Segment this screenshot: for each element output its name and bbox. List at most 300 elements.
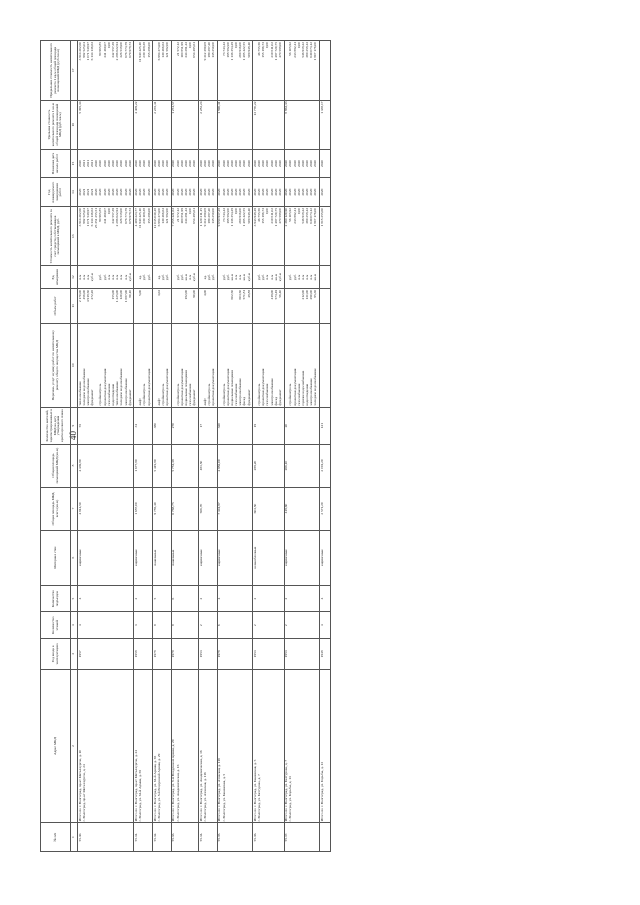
- work-year: 2020: [133, 188, 138, 196]
- work-year: 2020: [119, 188, 124, 196]
- work-limit: 269 916,00: [238, 42, 243, 58]
- record-number: 55.30.: [78, 823, 134, 852]
- work-limit: 138 250,00: [211, 42, 216, 58]
- work-name: подвальные помещения: [229, 370, 234, 406]
- field-residents: 31: [134, 407, 153, 444]
- field-year: 1979: [171, 639, 198, 670]
- unit-cost: 1 338,17: [320, 100, 330, 149]
- work-limit: 342 557,39: [111, 42, 115, 58]
- address-cell: [199, 669, 218, 823]
- work-unit: п.м: [123, 274, 128, 280]
- work-year: 2020: [319, 188, 324, 196]
- work-year: 2020: [152, 188, 157, 196]
- work-cost: 4 409 223,77: [133, 208, 138, 227]
- work-name: холодное водоснабжение: [313, 368, 318, 406]
- work-cost: 269 916,00: [238, 208, 243, 224]
- work-limit: 326 518,00: [119, 42, 124, 58]
- record-number: 55.36.: [253, 823, 284, 852]
- work-cost: 80 965,85: [98, 208, 103, 222]
- work-volume: 90,00: [192, 289, 197, 298]
- work-start-cell: [284, 149, 320, 178]
- work-name: проектная документация: [165, 368, 170, 406]
- work-unit: п.м: [269, 274, 274, 280]
- work-start: 2020: [292, 160, 297, 168]
- work-year: 2020: [313, 188, 318, 196]
- page-number: 40: [68, 431, 78, 440]
- work-name: холодное водоснабжение: [119, 368, 124, 406]
- work-name: газоснабжение: [188, 383, 193, 406]
- field-floors: 9: [171, 612, 198, 639]
- work-cost: 46 755,56: [257, 208, 261, 222]
- record-number: 55.33.: [171, 823, 198, 852]
- work-cost: 199 287,20: [206, 208, 211, 224]
- work-unit: п.м: [85, 274, 90, 280]
- work-limit-cell: [171, 41, 198, 101]
- work-year: 2020: [300, 188, 305, 196]
- work-year: 2020: [77, 188, 82, 196]
- work-name: стройконтроль: [175, 383, 180, 406]
- rotated-page: [40, 40, 640, 852]
- work-limit: 369 258,43: [305, 42, 310, 58]
- work-year-cell: [134, 178, 153, 207]
- table-row: [78, 41, 134, 852]
- work-unit: кв.м: [184, 273, 188, 281]
- work-cost: 341 460,07: [102, 208, 107, 224]
- work-name: газоснабжение: [106, 383, 111, 406]
- work-limit: 73 743,43: [221, 42, 226, 56]
- column-index: 15: [71, 149, 78, 178]
- field-year: 1978: [153, 639, 172, 670]
- total-label: Итого по г. Волгоград, ул. Бахтурова, д. 7: [284, 759, 289, 822]
- work-limit: 155 196,73: [261, 42, 266, 58]
- work-name: проектная документация: [102, 368, 107, 406]
- work-year-cell: [253, 178, 284, 207]
- work-cost: 6 984 373,00: [156, 208, 161, 227]
- field-walls: кирпичные: [78, 530, 134, 585]
- address-cell: [78, 669, 134, 823]
- field-walls: шлакоблочные: [253, 530, 284, 585]
- table-body: [71, 41, 331, 852]
- field-entrances: 4: [217, 585, 253, 612]
- work-unit: п.м: [234, 274, 239, 280]
- work-name: горячее водоснабжение: [300, 370, 305, 406]
- work-start: 2020: [217, 160, 222, 168]
- work-year: 2020: [123, 188, 128, 196]
- table-row: [217, 41, 253, 852]
- field-entrances: 4: [320, 585, 330, 612]
- total-label: Итого по г. Волгоград, ул. 64-й Армии, д. 65: [152, 755, 157, 822]
- field-residents: 55: [78, 407, 134, 444]
- work-start-cell: [153, 149, 172, 178]
- table-row: [199, 41, 218, 852]
- work-volume: [148, 290, 152, 322]
- work-year: 2020: [292, 188, 297, 196]
- work-name: электроснабжение: [238, 378, 243, 406]
- work-start-cell: [78, 149, 134, 178]
- work-start: 2020: [309, 160, 314, 168]
- work-volume: 456,00: [81, 289, 86, 300]
- work-name: электроснабжение: [85, 378, 90, 406]
- work-cost: 2 296 622,94: [115, 208, 120, 227]
- work-cost: 3 943 948,49: [252, 208, 257, 227]
- work-year: 2020: [284, 188, 289, 196]
- address-label: г. Волгоград, ул. Бакинская, д. 5: [221, 773, 226, 822]
- work-start: 2020: [142, 160, 147, 168]
- work-start: 2020: [288, 160, 293, 168]
- work-start: 2021: [81, 160, 86, 168]
- work-limit: 0,00: [296, 42, 301, 49]
- work-volume-cell: [284, 288, 320, 323]
- work-year: 2020: [309, 188, 314, 196]
- work-unit: куб.м: [277, 273, 282, 282]
- work-cost: 2 360 120,90: [284, 208, 289, 227]
- total-label: Итого по г. Волгоград, пр-кт Металлургов, д. 10: [77, 750, 82, 822]
- work-cost: 326 518,00: [119, 208, 124, 224]
- work-name: фасад: [242, 396, 247, 406]
- work-cost-cell: [171, 207, 198, 266]
- work-name: водоотведение: [305, 383, 310, 406]
- column-header: Количество подъездов: [41, 585, 71, 612]
- work-cost: 155 196,73: [261, 208, 266, 224]
- work-volume-cell: [171, 288, 198, 323]
- work-year: 2021: [90, 188, 95, 196]
- field-floors: 2: [284, 612, 320, 639]
- work-limit: 0,00: [234, 42, 239, 49]
- field-year: 1957: [78, 639, 134, 670]
- total-label: Итого по г. Волгоград, пр-кт Металлургов, д. 24: [133, 750, 138, 822]
- work-limit: 509 948,40: [246, 42, 251, 58]
- field-walls: панельные: [153, 530, 172, 585]
- field-floors: 4: [320, 612, 330, 639]
- work-name: проектная документация: [292, 368, 297, 406]
- work-cost-cell: [153, 207, 172, 266]
- field-area-total: 419,60: [284, 487, 320, 530]
- field-residents: 320: [217, 407, 253, 444]
- field-area-total: 9 785,40: [153, 487, 172, 530]
- column-index: 11: [71, 288, 78, 323]
- unit-cost: 1 251,57: [171, 100, 198, 149]
- work-volume: 3,02: [156, 289, 161, 297]
- work-start: 2020: [273, 160, 278, 168]
- work-year: 2020: [179, 188, 184, 196]
- work-year: 2020: [142, 188, 147, 196]
- work-start: 2020: [238, 160, 243, 168]
- work-unit: п.м: [106, 274, 111, 280]
- work-unit: кв.м: [273, 273, 278, 281]
- work-unit-cell: [78, 266, 134, 289]
- field-area-total: 1 687,00: [134, 487, 153, 530]
- field-entrances: 2: [199, 585, 218, 612]
- work-year: 2020: [192, 188, 197, 196]
- column-header: Адрес МКД: [41, 669, 71, 823]
- work-cost: 3 914 202,60: [77, 208, 82, 227]
- work-volume: 571,81: [242, 289, 247, 300]
- work-cost: 149 466,63: [161, 208, 166, 224]
- work-volume: 4 918,50: [85, 289, 90, 303]
- work-start-cell: [320, 149, 330, 178]
- work-limit: 21 572,12: [175, 42, 180, 56]
- field-area-rooms: 4 982,00: [217, 444, 253, 487]
- work-limit: 155 296,00: [146, 42, 151, 58]
- work-limit-cell: [217, 41, 253, 101]
- column-header: Год ввода в эксплуатацию: [41, 639, 71, 670]
- work-unit: п.м: [119, 274, 124, 280]
- table-row: [171, 41, 198, 852]
- work-limit: 100 851,99: [179, 42, 184, 58]
- work-volume: 602,50: [229, 289, 234, 300]
- work-cost: 0,00: [234, 208, 239, 215]
- total-label: Итого по г. Волгоград, ул. Академическая, д. 16: [198, 750, 203, 822]
- column-index: 5: [71, 585, 78, 612]
- work-volume-cell: [320, 288, 330, 323]
- address-label: г. Волгоград, пр-кт Металлургов, д. 24: [81, 764, 86, 822]
- address-label: г. Волгоград, ул. 8-й Воздушной Армии, д. 29: [156, 753, 161, 822]
- work-start: 2020: [179, 160, 184, 168]
- field-area-rooms: 289,20: [253, 444, 284, 487]
- work-limit: 233 892,41: [292, 42, 297, 58]
- field-area-total: 603,50: [253, 487, 284, 530]
- field-area-rooms: 4 339,80: [78, 444, 134, 487]
- work-start: 2020: [77, 160, 82, 168]
- work-unit: кв.м: [313, 273, 318, 281]
- work-volume: 419,00: [269, 289, 274, 300]
- work-name: проектная документация: [211, 368, 216, 406]
- work-name: газоснабжение: [265, 383, 270, 406]
- address-label: [325, 671, 329, 822]
- column-index: 12: [71, 266, 78, 289]
- work-limit: 341 460,07: [102, 42, 107, 58]
- work-start: 2020: [319, 160, 324, 168]
- field-area-total: 566,70: [199, 487, 218, 530]
- work-start: 2020: [234, 160, 239, 168]
- work-cost: 1 815 255,60: [319, 208, 324, 227]
- work-volume: 2 170,00: [77, 289, 82, 303]
- work-volume-cell: [78, 288, 134, 323]
- work-year: 2020: [261, 188, 266, 196]
- work-year: 2020: [111, 188, 115, 196]
- work-unit: руб.: [175, 274, 180, 281]
- work-volume: 1 225,00: [115, 289, 120, 303]
- work-cost: 11 940 425,10: [138, 208, 143, 228]
- work-start: 2021: [90, 160, 95, 168]
- work-unit: руб.: [102, 274, 107, 281]
- work-year: 2021: [85, 188, 90, 196]
- work-start-cell: [171, 149, 198, 178]
- work-limit: 46 755,56: [257, 42, 261, 56]
- work-cost: 12 045 030,48: [152, 208, 157, 229]
- work-name: лифт: [138, 398, 143, 406]
- field-year: 1948: [320, 639, 330, 670]
- work-limit: 679 978,73: [127, 42, 132, 58]
- work-limit: 0,00: [265, 42, 270, 49]
- column-index-row: [71, 41, 78, 852]
- total-label: Итого по г. Волгоград, ул. Бакинская, д. 5: [252, 759, 257, 822]
- work-start: 2020: [146, 160, 151, 168]
- work-limit: 344 291,43: [184, 42, 188, 58]
- work-cost: 233 892,41: [292, 208, 297, 224]
- work-start-cell: [217, 149, 253, 178]
- work-year-cell: [320, 178, 330, 207]
- field-entrances: 5: [153, 585, 172, 612]
- work-cost: 9 650 917,28: [217, 208, 222, 227]
- work-unit: ед.: [202, 275, 207, 280]
- work-start: 2020: [305, 160, 310, 168]
- work-name: стройконтроль: [161, 383, 166, 406]
- work-year: 2020: [188, 188, 193, 196]
- column-index: 7: [71, 487, 78, 530]
- work-name: электроснабжение: [269, 378, 274, 406]
- work-start: 2020: [133, 160, 138, 168]
- work-limit: 239 109,38: [142, 42, 147, 58]
- work-volume: 80,10: [127, 289, 132, 298]
- work-name-cell: [253, 323, 284, 407]
- field-entrances: 4: [78, 585, 134, 612]
- address-cell: [253, 669, 284, 823]
- work-volume: 290,00: [309, 289, 314, 300]
- work-unit: руб.: [257, 274, 261, 281]
- work-limit: 1 495 422,55: [242, 42, 247, 61]
- field-residents: 380: [153, 407, 172, 444]
- work-cost-cell: [199, 207, 218, 266]
- work-cost: 1 071 549,97: [85, 208, 90, 227]
- work-cost-cell: [284, 207, 320, 266]
- work-volume: 155,00: [111, 289, 115, 300]
- work-volume: 120,00: [119, 289, 124, 300]
- work-volume: 272,26: [90, 289, 95, 300]
- work-name: лифт: [156, 398, 161, 406]
- work-volume: 131,00: [305, 289, 310, 300]
- work-limit: 210 611,02: [269, 42, 274, 58]
- work-start: 2020: [211, 160, 216, 168]
- work-unit: руб.: [98, 274, 103, 281]
- work-start: 2020: [313, 160, 318, 168]
- work-start: 2020: [94, 160, 99, 168]
- address-label: г. Волгоград, ул. 64-й Армии, д. 65: [138, 769, 143, 822]
- work-start: 2020: [192, 160, 197, 168]
- work-cost: 100 851,99: [179, 208, 184, 224]
- work-name: проектная документация: [225, 368, 230, 406]
- column-header: Общая площадь помещений МКД (кв.м): [41, 444, 71, 487]
- work-year-cell: [78, 178, 134, 207]
- work-name: стройконтроль: [206, 383, 211, 406]
- work-year: 2020: [115, 188, 120, 196]
- work-name-cell: [217, 323, 253, 407]
- work-start: 2020: [138, 160, 143, 168]
- work-start: 2020: [152, 160, 157, 168]
- work-year: 2020: [277, 188, 282, 196]
- work-start: 2020: [111, 160, 115, 168]
- table-row: [134, 41, 153, 852]
- work-limit-cell: [153, 41, 172, 101]
- work-limit: 9 312 380,08: [202, 42, 207, 61]
- work-year-cell: [284, 178, 320, 207]
- work-limit: 3 914 202,60: [77, 42, 82, 61]
- column-index: 9: [71, 407, 78, 444]
- work-year: 2020: [94, 188, 99, 196]
- work-start-cell: [134, 149, 153, 178]
- work-unit: руб.: [206, 274, 211, 281]
- work-year: 2020: [225, 188, 230, 196]
- work-cost: 239 109,38: [142, 208, 147, 224]
- column-header: Плановая дата начала работ: [41, 149, 71, 178]
- work-cost: 155 296,00: [146, 208, 151, 224]
- work-cost: 1 807 176,00: [313, 208, 318, 227]
- column-index: 1: [71, 823, 78, 852]
- column-header: Количество жителей, зарегистрированных в МКД на дату утверждения краткосрочного плана: [41, 407, 71, 444]
- column-header: Ед. измерения: [41, 266, 71, 289]
- unit-cost: 13 770,22: [253, 100, 284, 149]
- work-cost: 654 495,61: [192, 208, 197, 224]
- header-row: [41, 41, 71, 852]
- work-start: 2020: [246, 160, 251, 168]
- work-start: 2020: [202, 160, 207, 168]
- work-name: проектная документация: [261, 368, 266, 406]
- work-unit: п.м: [305, 274, 310, 280]
- work-limit: [321, 42, 325, 99]
- work-volume: [212, 290, 216, 322]
- work-start: 2020: [106, 160, 111, 168]
- field-area-rooms: 1 677,80: [134, 444, 153, 487]
- column-index: 6: [71, 530, 78, 585]
- work-start: 2020: [102, 160, 107, 168]
- field-walls: кирпичные: [217, 530, 253, 585]
- work-name-cell: [134, 323, 153, 407]
- work-limit: 121 582,00: [165, 42, 170, 58]
- field-area-total: 4 914,50: [78, 487, 134, 530]
- record-number: 55.34.: [199, 823, 218, 852]
- work-volume: 212,00: [300, 289, 305, 300]
- unit-cost: 4 409,22: [134, 100, 153, 149]
- work-limit: 0,00: [106, 42, 111, 49]
- column-header: Стоимость капитального ремонта за счет средств собственников помещений в МКД, руб.: [41, 207, 71, 266]
- column-header: Общая площадь МКД, всего (кв.м): [41, 487, 71, 530]
- work-name: газоснабжение: [296, 383, 301, 406]
- field-entrances: 2: [134, 585, 153, 612]
- work-year: 2020: [242, 188, 247, 196]
- field-year: 1953: [199, 639, 218, 670]
- work-year: 2020: [234, 188, 239, 196]
- work-year: 2020: [202, 188, 207, 196]
- work-name: фундамент: [192, 389, 197, 406]
- work-start: 2020: [175, 160, 180, 168]
- work-unit-cell: [199, 266, 218, 289]
- field-area-rooms: 5 419,80: [153, 444, 172, 487]
- unit-cost: 8 863,33: [284, 100, 320, 149]
- work-volume: [321, 290, 325, 322]
- work-unit: руб.: [142, 274, 147, 281]
- work-unit: [321, 267, 325, 287]
- work-unit: п.м: [111, 274, 115, 280]
- work-name-cell: [78, 323, 134, 407]
- work-unit: куб.м: [127, 273, 132, 282]
- work-start: 2021: [85, 160, 90, 168]
- work-cost: 121 582,00: [165, 208, 170, 224]
- work-start: 2020: [119, 160, 124, 168]
- field-area-rooms: 481,50: [199, 444, 218, 487]
- work-name: теплоснабжение: [77, 381, 82, 406]
- work-name: проектная документация: [146, 368, 151, 406]
- work-cost: 369 258,43: [305, 208, 310, 224]
- work-cost: 25 351 255,51: [94, 208, 99, 229]
- work-name: фундамент: [90, 389, 95, 406]
- work-limit-cell: [284, 41, 320, 101]
- work-limit: 546 918,22: [300, 42, 305, 58]
- work-cost: 0,00: [106, 208, 111, 215]
- work-volume: 1 687,00: [123, 289, 128, 303]
- work-unit: руб.: [261, 274, 266, 281]
- work-unit: куб.м: [192, 273, 197, 282]
- work-limit: 6 984 373,00: [156, 42, 161, 61]
